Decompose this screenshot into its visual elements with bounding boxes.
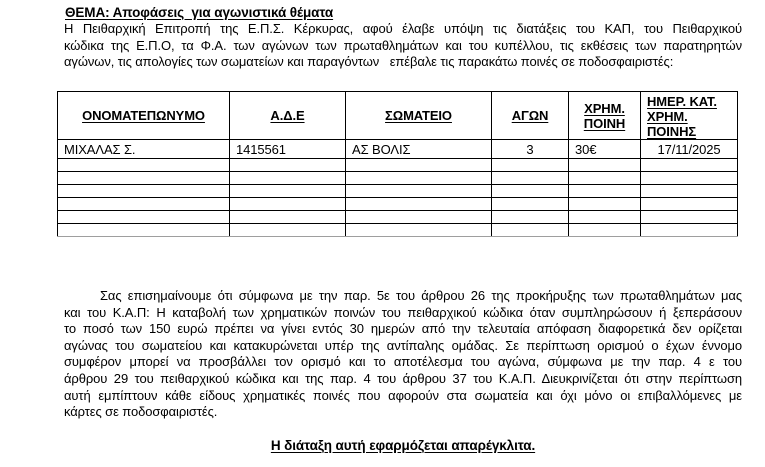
subject-heading: ΘΕΜΑ: Αποφάσεις για αγωνιστικά θέματα (65, 5, 334, 20)
notice-line-3: το ποσό των 150 ευρώ πρέπει να γίνει εντός 30 ημερών από την τελευταία απόφαση διαφορετικά δεν ορίζεται (64, 321, 742, 337)
cell-fine: 30€ (569, 140, 641, 159)
intro-line-3: αγώνων, τις απολογίες των σωματείων και παραγόντων επέβαλε τις παρακάτω ποινές σε ποδοσφαιριστές: (64, 54, 674, 70)
col-header-fullname: ΟΝΟΜΑΤΕΠΩΝΥΜΟ (58, 92, 230, 140)
intro-line-1: Η Πειθαρχική Επιτροπή της Ε.Π.Σ. Κέρκυρας, αφού έλαβε υπόψη τις διατάξεις του ΚΑΠ, του Πειθαρχικού (64, 21, 742, 36)
intro-line-2: κώδικα της Ε.Π.Ο, τα Φ.Α. των αγώνων των πρωταθλημάτων και του κυπέλλου, τις εκθέσεις των παρατηρητών (64, 37, 742, 53)
col-header-fine: ΧΡΗΜ. ΠΟΙΝΗ (569, 92, 641, 140)
empty-table-row (58, 211, 738, 224)
cell-matches: 3 (492, 140, 569, 159)
notice-line-6: άρθρου 29 του πειθαρχικού κώδικα και της παρ. 4 του άρθρου 37 του Κ.Α.Π. Διευκρινίζεται ότι στην περίπτωση (64, 370, 742, 386)
cell-ade: 1415561 (230, 140, 346, 159)
cell-player-name: ΜΙΧΑΛΑΣ Σ. (58, 140, 230, 159)
empty-table-row (58, 172, 738, 185)
notice-line-8: κάρτες σε ποδοσφαιριστές. (64, 404, 218, 420)
table-header-row (58, 92, 738, 140)
table-row (58, 140, 738, 159)
notice-paragraph (64, 288, 742, 421)
notice-line-1: Σας επισημαίνουμε ότι σύμφωνα με την παρ. 5ε του άρθρου 26 της προκήρυξης των πρωταθλημάτων μας (100, 288, 742, 303)
closing-statement (64, 438, 742, 453)
intro-paragraph (64, 21, 742, 71)
empty-table-row (58, 185, 738, 198)
col-header-fine-date: ΗΜΕΡ. ΚΑΤ. ΧΡΗΜ. ΠΟΙΝΗΣ (641, 92, 738, 140)
cell-fine-date: 17/11/2025 (641, 140, 738, 159)
empty-table-row (58, 224, 738, 237)
notice-line-5: συμφέρον μπορεί να προσβάλλει τον ορισμό και το αποτέλεσμα του αγώνα, σύμφωνα με την παρ. 4 ε του (64, 354, 742, 370)
empty-table-row (58, 198, 738, 211)
notice-line-4: αγώνας του σωματείου και κατακυρώνεται υπέρ της αντίπαλης ομάδας. Σε περίπτωση ορισμού ο έχων έννομο (64, 337, 742, 353)
col-header-club: ΣΩΜΑΤΕΙΟ (346, 92, 492, 140)
cell-club: ΑΣ ΒΟΛΙΣ (346, 140, 492, 159)
col-header-ade: Α.Δ.Ε (230, 92, 346, 140)
notice-line-2: και του Κ.Α.Π: Η καταβολή των χρηματικών ποινών του πειθαρχικού κώδικα όταν συμπληρώσουν ή ξεπεράσουν (64, 304, 742, 320)
empty-table-row (58, 159, 738, 172)
notice-line-7: αυτή εμπίπτουν κάθε είδους χρηματικές ποινές που αφορούν στα σωματεία και όχι μόνο οι επιβαλλόμενες με (64, 387, 742, 403)
closing-statement-text: Η διάταξη αυτή εφαρμόζεται απαρέγκλιτα. (270, 438, 536, 453)
penalties-table (57, 91, 738, 237)
col-header-matches: ΑΓΩΝ (492, 92, 569, 140)
